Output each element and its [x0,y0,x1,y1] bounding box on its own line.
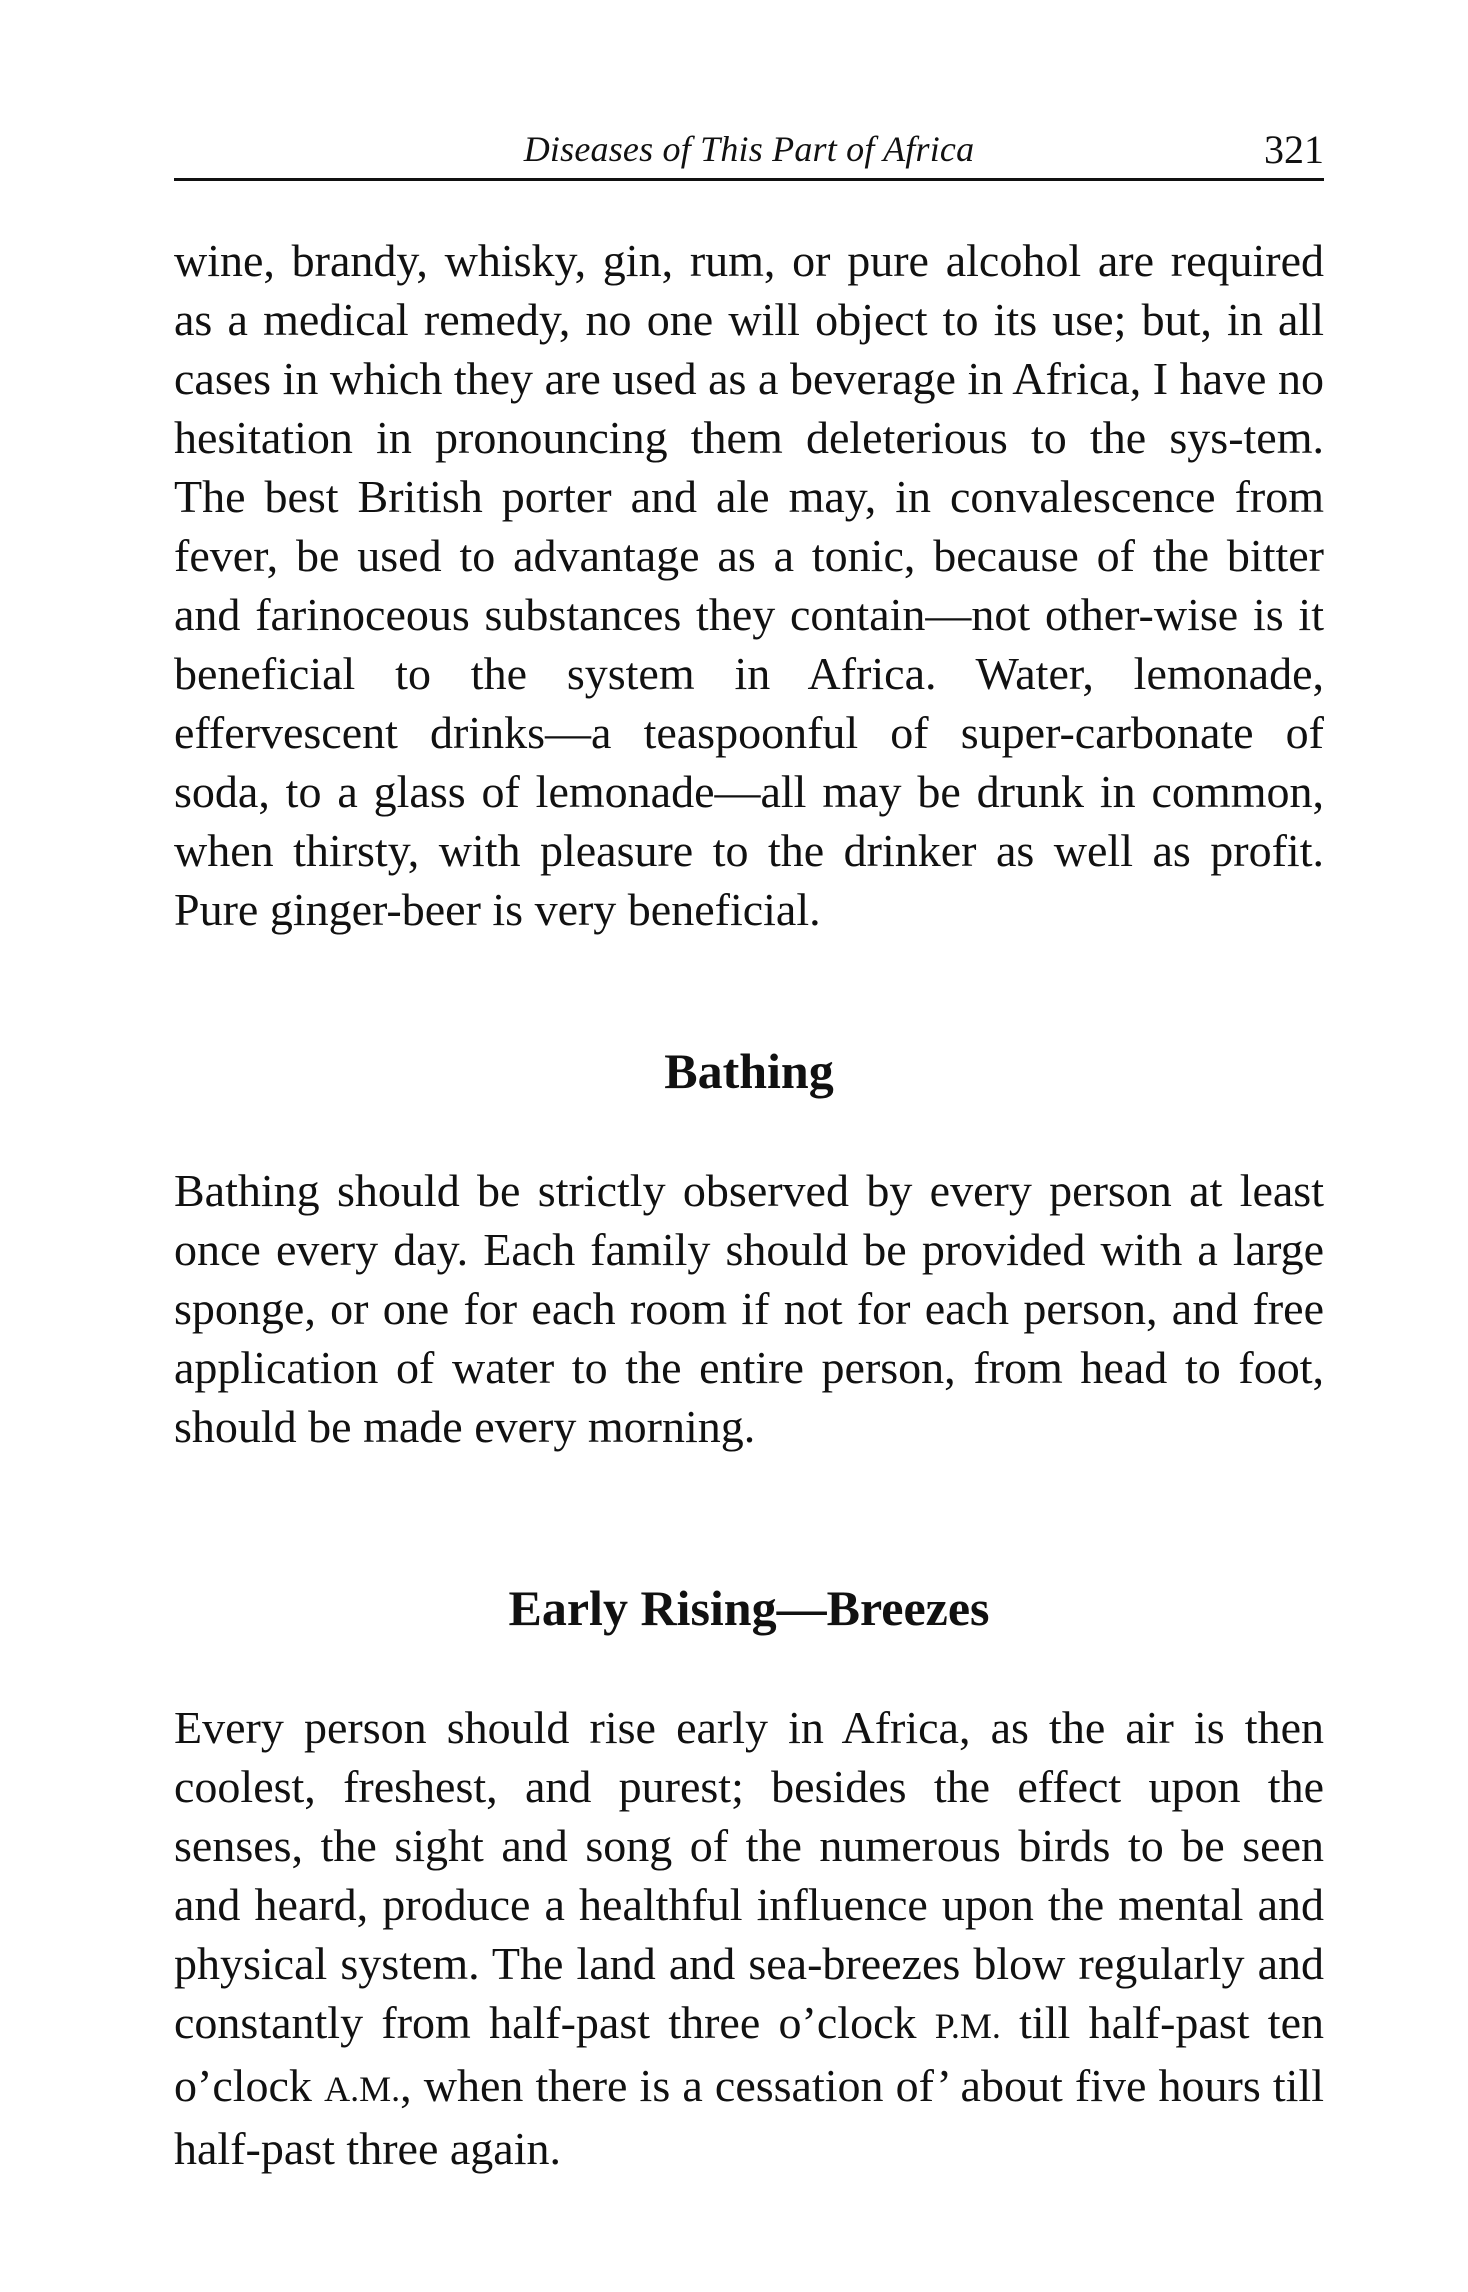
early-rising-text-end: , when there is a cessation of’ about five hours till half-past three again. [174,2060,1324,2174]
page-number: 321 [1264,127,1324,172]
early-rising-text-middle: till half-past ten o’clock [174,1997,1324,2111]
paragraph-early-rising [174,1698,1324,2178]
section-heading-early-rising: Early Rising—Breezes [508,1580,990,1636]
section-heading-bathing: Bathing [664,1043,834,1099]
pm-abbreviation: P.M. [934,2006,1001,2046]
early-rising-text-start: Every person should rise early in Africa, as the air is then coolest, freshest, and purest; besides the effect upon the senses, the sight and song of the numerous birds to be seen and heard, produce a healthful influence upon the mental and physical system. The land and sea-breezes blow regularly and constantly from half-past three o’clock [174,1702,1324,2048]
paragraph-bathing: Bathing should be strictly observed by every person at least once every day. Each family should be provided with a large sponge, or one for each room if not for each person, and free application of water to the entire person, from head to foot, should be made every morning. [174,1165,1324,1452]
running-title: Diseases of This Part of Africa [523,129,975,169]
book-page [174,120,1324,2178]
am-abbreviation: A.M. [324,2069,401,2109]
running-header [174,120,1324,181]
paragraph-beverages: wine, brandy, whisky, gin, rum, or pure alcohol are required as a medical remedy, no one will object to its use; but, in all cases in which they are used as a beverage in Africa, I have no hesitation in pronouncing them deleterious to the sys-tem. The best British porter and ale may, in convalescence from fever, be used to advantage as a tonic, because of the bitter and farinoceous substances they contain—not other-wise is it beneficial to the system in Africa. Water, lemonade, effervescent drinks—a teaspoonful of super-carbonate of soda, to a glass of lemonade—all may be drunk in common, when thirsty, with pleasure to the drinker as well as profit. Pure ginger-beer is very beneficial. [174,235,1324,935]
